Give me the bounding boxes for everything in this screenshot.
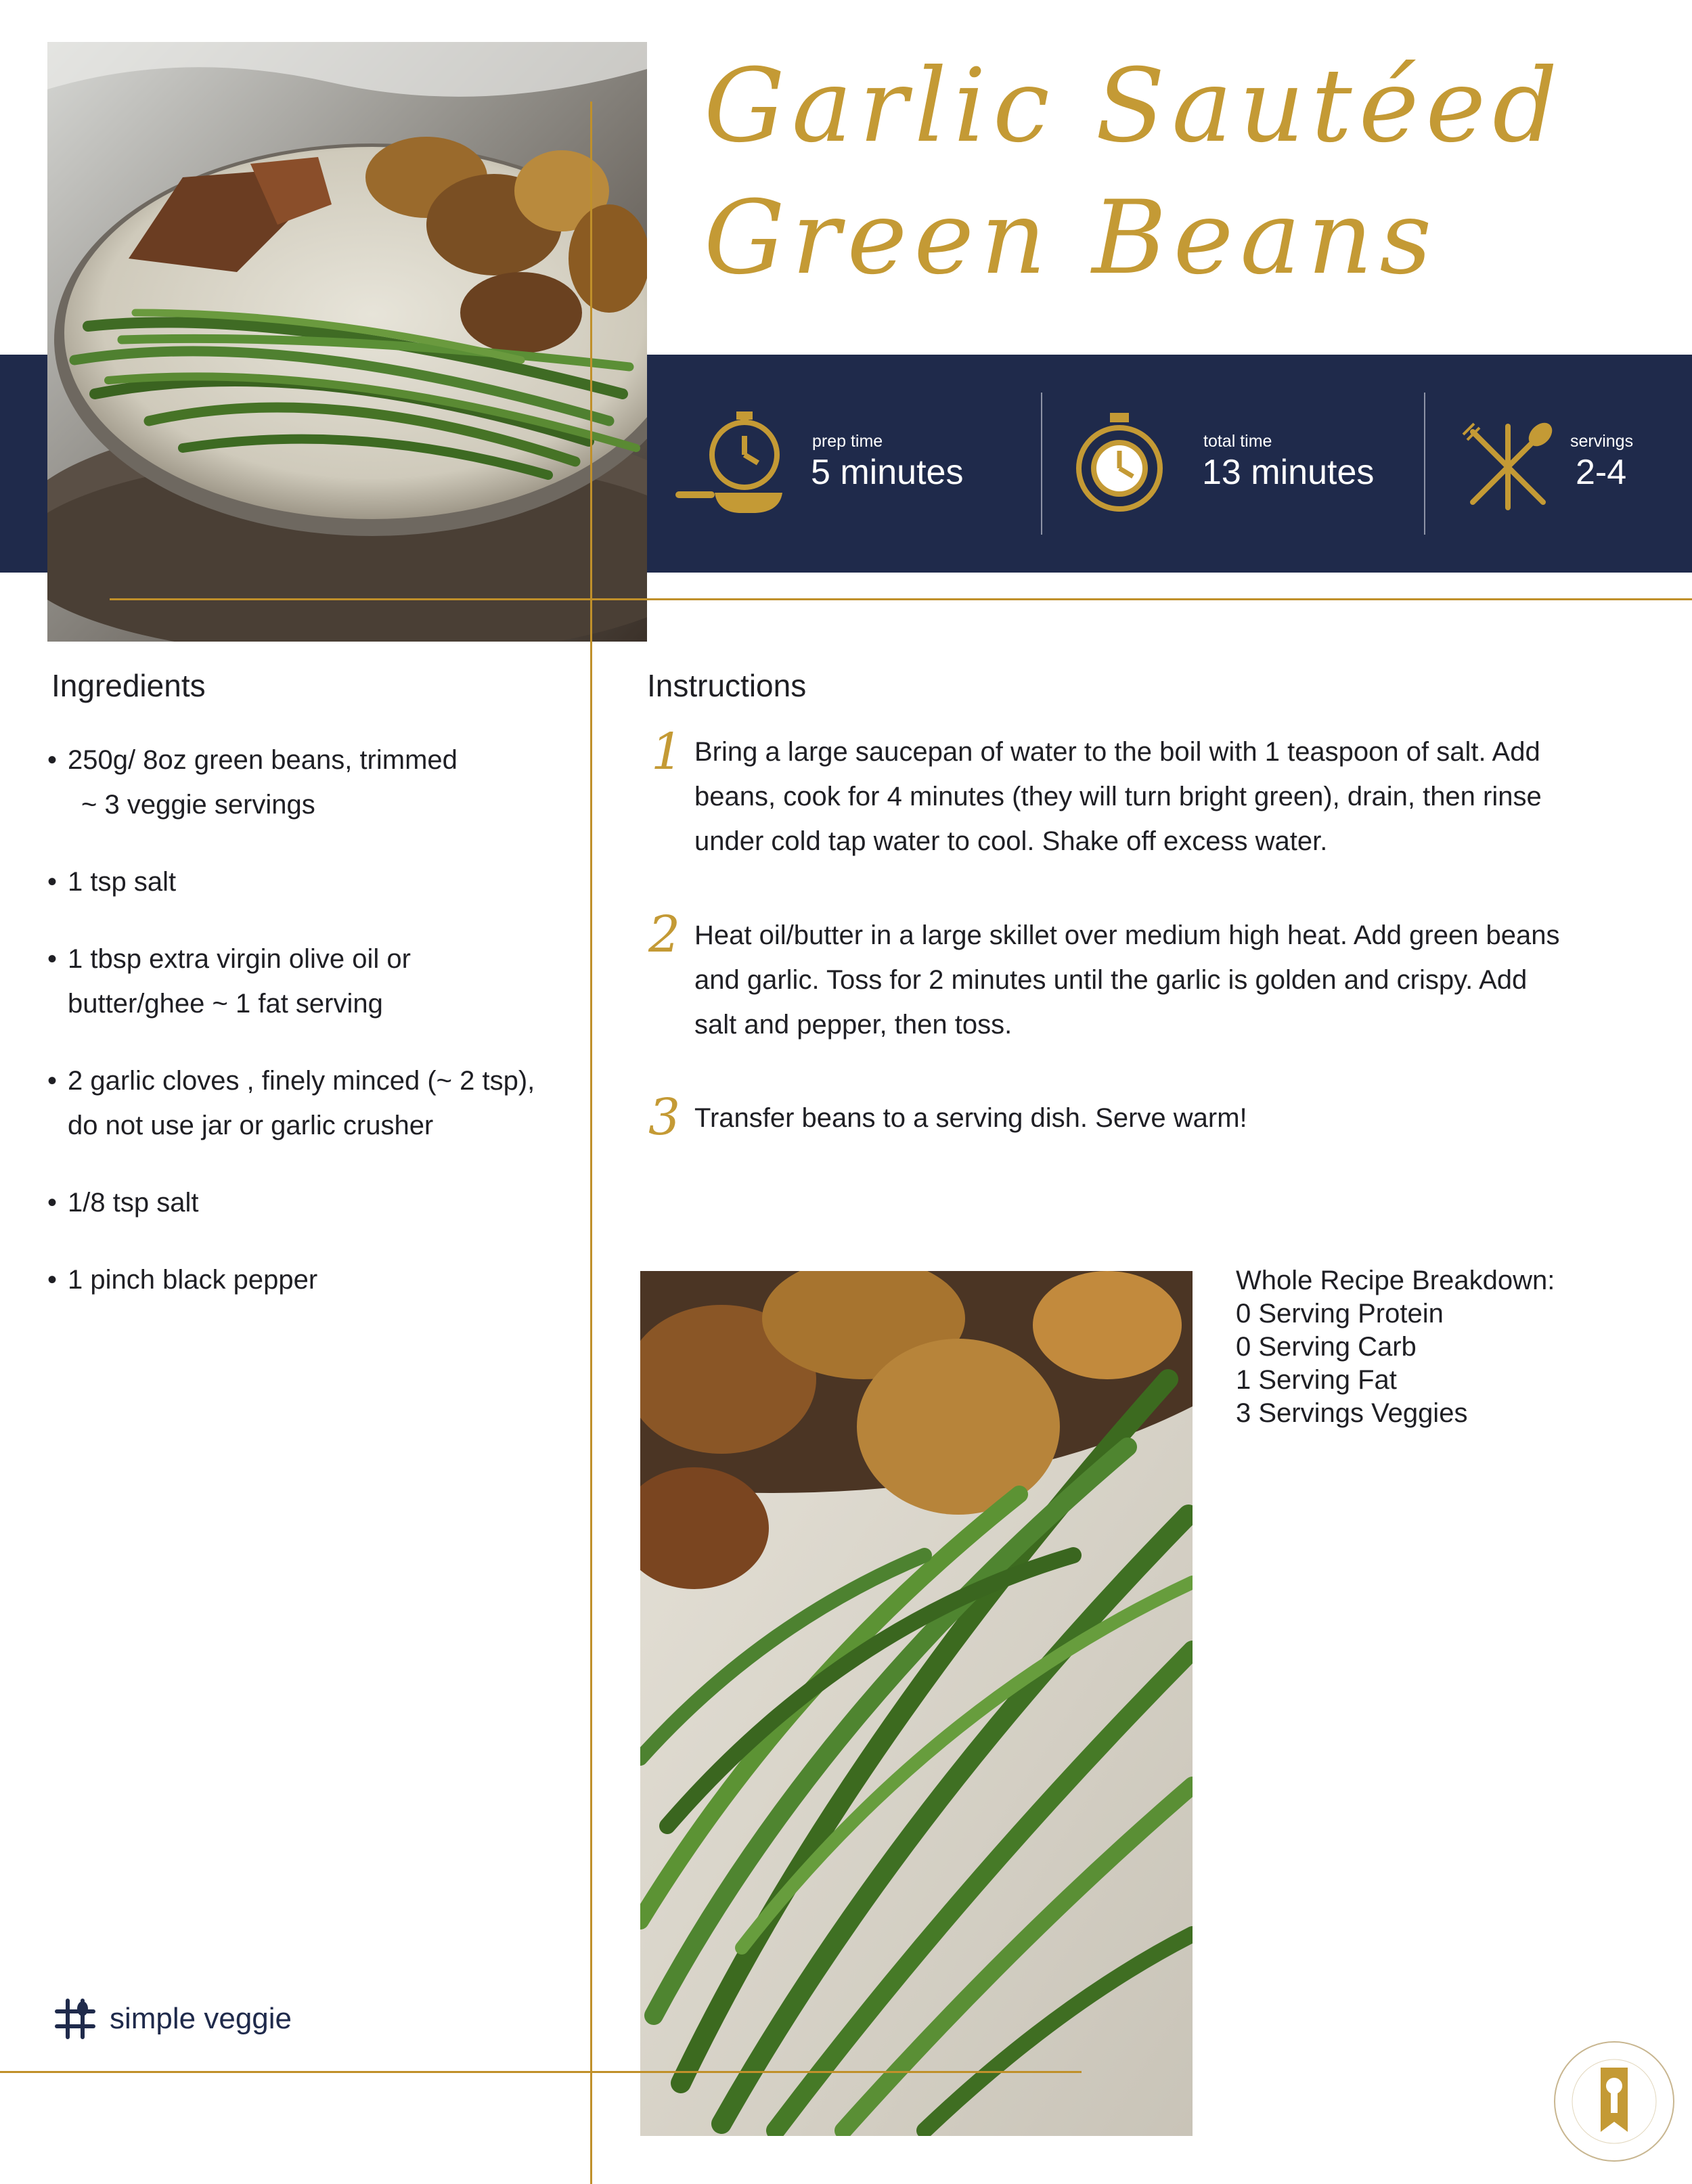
recipe-title: [704, 41, 1665, 305]
breakdown-line: 0 Serving Carb: [1236, 1332, 1417, 1362]
step-number: 1: [651, 723, 684, 781]
stopwatch-icon: [1076, 409, 1163, 520]
brand-logo: [53, 1997, 292, 2041]
ingredient-item: • 1 tbsp extra virgin olive oil or butter/ghee ~ 1 fat serving: [47, 944, 411, 1019]
gold-horizontal-line-top: [110, 598, 1692, 600]
servings-value: 2-4: [1576, 453, 1627, 492]
ingredient-item: • 2 garlic cloves , finely minced (~ 2 tsp), do not use jar or garlic crusher: [47, 1066, 535, 1140]
step-text: Heat oil/butter in a large skillet over medium high heat. Add green beans and garlic. Toss for 2 minutes until the garlic is golden and crispy. Add salt and pepper, then toss.: [694, 920, 1560, 1040]
brand-name: simple veggie: [110, 2002, 292, 2035]
step-text: Transfer beans to a serving dish. Serve warm!: [694, 1103, 1247, 1133]
step-number: 2: [648, 906, 681, 964]
prep-time-value: 5 minutes: [811, 453, 964, 492]
ingredient-item: • 1 tsp salt: [47, 867, 177, 897]
ingredients-list: [47, 738, 596, 1335]
servings-label: servings: [1570, 432, 1634, 451]
detail-photo: [640, 1271, 1193, 2136]
breakdown-title: Whole Recipe Breakdown:: [1236, 1266, 1555, 1295]
title-line-2: Green Beans: [704, 179, 1439, 297]
seal-icon: [1550, 2037, 1678, 2168]
breakdown-line: 3 Servings Veggies: [1236, 1398, 1468, 1428]
total-time-value: 13 minutes: [1202, 453, 1375, 492]
recipe-breakdown: [1236, 1264, 1555, 1430]
stopwatch-pan-icon: [674, 406, 791, 524]
hero-photo: [47, 42, 647, 642]
ingredients-heading: Ingredients: [51, 668, 206, 703]
plate-photo-illustration: [47, 42, 647, 642]
prep-time-label: prep time: [812, 432, 883, 451]
stat-divider: [1424, 393, 1425, 535]
ingredient-item: • 1/8 tsp salt: [47, 1188, 199, 1218]
total-time-label: total time: [1203, 432, 1272, 451]
ingredient-item: • 1 pinch black pepper: [47, 1265, 318, 1295]
step-number: 3: [648, 1088, 681, 1146]
stat-divider: [1041, 393, 1042, 535]
hashtag-fork-icon: [53, 1997, 97, 2041]
instructions-heading: Instructions: [647, 668, 807, 703]
title-line-1: Garlic Sautéed: [704, 47, 1565, 165]
breakdown-line: 0 Serving Protein: [1236, 1299, 1444, 1329]
beans-closeup-illustration: [640, 1271, 1193, 2136]
step-text: Bring a large saucepan of water to the boil with 1 teaspoon of salt. Add beans, cook for 4 minutes (they will turn bright green), drain, then rinse under cold tap water to cool. Shake off excess water.: [694, 737, 1542, 856]
fork-knife-spoon-icon: [1461, 420, 1555, 517]
breakdown-line: 1 Serving Fat: [1236, 1365, 1397, 1395]
ingredient-item: • 250g/ 8oz green beans, trimmed ~ 3 veggie servings: [47, 745, 458, 820]
gold-horizontal-line-bottom: [0, 2071, 1082, 2073]
